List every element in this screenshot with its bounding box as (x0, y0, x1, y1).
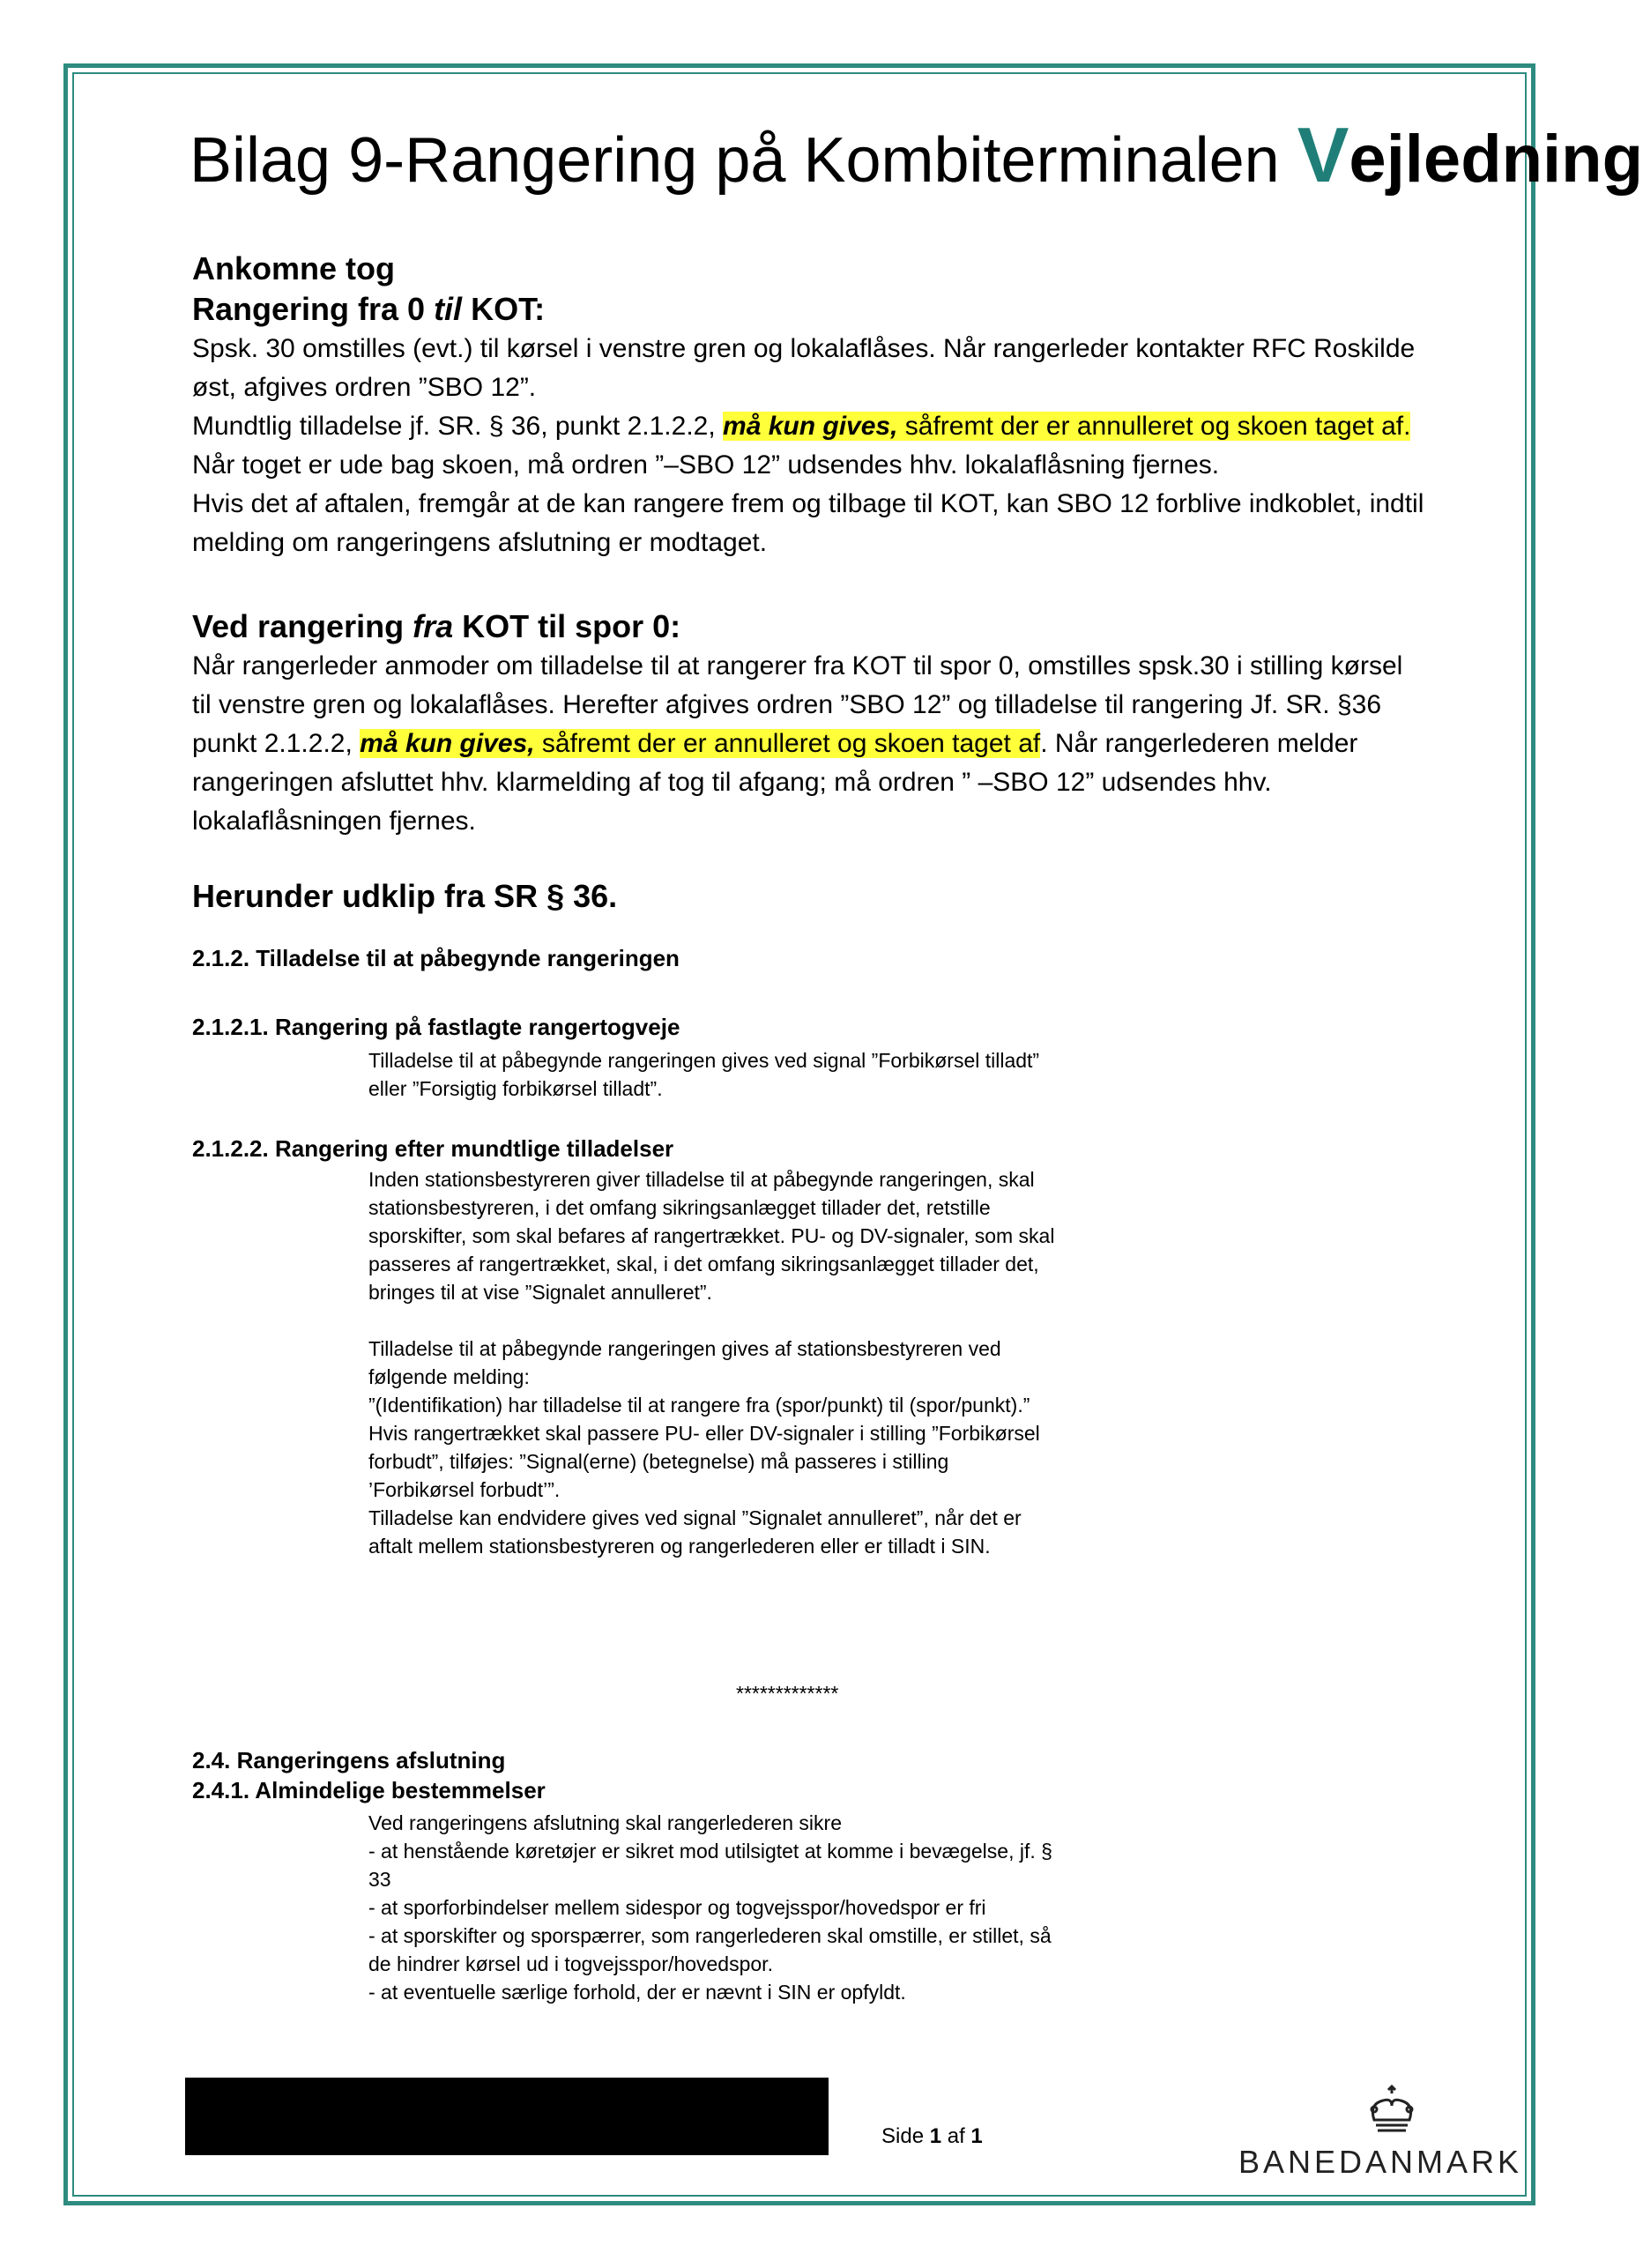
list-item: - at eventuelle særlige forhold, der er nævnt i SIN er opfyldt. (368, 1981, 906, 2004)
title-accent-rest: ejledning (1349, 122, 1643, 197)
heading-2-4-1: 2.4.1. Almindelige bestemmelser (192, 1777, 546, 1803)
text-2-1-2-2: Inden stationsbestyreren giver tilladelse til at påbegynde rangeringen, skal stationsbestyreren, i det omfang sikringsanlægget tillader det, retstille sporskifter, som skal befares af rangertrækket. PU- og DV-signaler, som skal passeres af rangertrækket, skal, i det omfang sikringsanlægget tillader det, bringes til at vise ”Signalet annulleret”. Tilladelse til at påbegynde rangeringen gives af stationsbestyreren ved følgende melding: ”(Identifikation) har tilladelse til at rangere fra (spor/punkt) til (spor/punkt).” Hvis rangertrækket skal passere PU- eller DV-signaler i stilling ”Forbikørsel forbudt”, tilføjes: ”Signal(erne) (betegnelse) må passeres i stilling ’Forbikørsel forbudt’”. Tilladelse kan endvidere gives ved signal ”Signalet annulleret”, når det er aftalt mellem stationsbestyreren og rangerlederen eller er tilladt i SIN. (368, 1168, 1055, 1558)
title-accent-letter: V (1297, 111, 1349, 198)
page-number: Side 1 af 1 (881, 2124, 983, 2148)
separator-stars: ************* (736, 1682, 839, 1705)
section-from-kot (192, 606, 1426, 841)
list-item: - at sporskifter og sporspærrer, som rangerlederen skal omstille, er stillet, så de hindrer kørsel ud i togvejsspor/hovedspor. (368, 1924, 1052, 1975)
heading-2-1-2-2: 2.1.2.2. Rangering efter mundtlige tilladelser (192, 1135, 674, 1162)
list-item: Ved rangeringens afslutning skal rangerlederen sikre (368, 1811, 842, 1834)
heading-2-1-2: 2.1.2. Tilladelse til at påbegynde rangeringen (192, 945, 680, 971)
heading-arrivals: Ankomne tog (192, 250, 395, 286)
paragraph-sbo12: Hvis det af aftalen, fremgår at de kan rangere frem og tilbage til KOT, kan SBO 12 forblive indkoblet, indtil melding om rangeringens afslutning er modtaget. (192, 489, 1424, 557)
text-2-1-2-1: Tilladelse til at påbegynde rangeringen gives ved signal ”Forbikørsel tilladt” eller ”Forsigtig forbikørsel tilladt”. (368, 1049, 1040, 1100)
redacted-block (185, 2078, 829, 2155)
heading-shunting-to-kot: Rangering fra 0 til KOT: (192, 291, 546, 327)
brand-wordmark: BANEDANMARK (1238, 2144, 1523, 2180)
paragraph-from-kot: Når rangerleder anmoder om tilladelse til at rangerer fra KOT til spor 0, omstilles spsk.30 i stilling kørsel til venstre gren og lokalaflåses. Herefter afgives ordren ”SBO 12” og tilladelse til rangering Jf. SR. §36 punkt 2.1.2.2, må kun gives, såfremt der er annulleret og skoen taget af. Når rangerlederen melder rangeringen afsluttet hhv. klarmelding af tog til afgang; må ordren ” –SBO 12” udsendes hhv. lokalaflåsningen fjernes. (192, 651, 1403, 836)
title-main: Bilag 9-Rangering på Kombiterminalen (190, 125, 1280, 196)
list-item: - at henstående køretøjer er sikret mod utilsigtet at komme i bevægelse, jf. § 33 (368, 1840, 1052, 1891)
section-arrivals (192, 249, 1426, 562)
paragraph-switch-30: Spsk. 30 omstilles (evt.) til kørsel i venstre gren og lokalaflåses. Når rangerleder kontakter RFC Roskilde øst, afgives ordren ”SBO 12”. (192, 334, 1416, 402)
paragraph-oral-permission: Mundtlig tilladelse jf. SR. § 36, punkt 2.1.2.2, må kun gives, såfremt der er annulleret og skoen taget af. Når toget er ude bag skoen, må ordren ”–SBO 12” udsendes hhv. lokalaflåsning fjernes. (192, 412, 1411, 480)
document-title (190, 110, 1643, 200)
list-item: - at sporforbindelser mellem sidespor og togvejsspor/hovedspor er fri (368, 1896, 986, 1919)
heading-2-1-2-1: 2.1.2.1. Rangering på fastlagte rangertogveje (192, 1014, 680, 1040)
heading-2-4: 2.4. Rangeringens afslutning (192, 1747, 506, 1774)
list-2-4-1 (368, 1809, 1056, 2006)
heading-sr36-excerpt: Herunder udklip fra SR § 36. (192, 878, 618, 914)
heading-from-kot: Ved rangering fra KOT til spor 0: (192, 608, 681, 644)
